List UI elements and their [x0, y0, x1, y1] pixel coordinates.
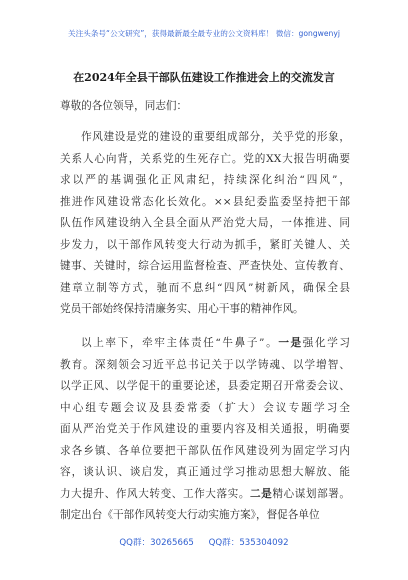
point-two-label: 二是 — [250, 487, 273, 500]
paragraph-2-intro: 以上率下，牵牢主体责任“牛鼻子”。 — [81, 337, 279, 349]
document-title: 在2024年全县干部队伍建设工作推进会上的交流发言 — [73, 71, 335, 84]
salutation: 尊敬的各位领导，同志们： — [60, 100, 188, 112]
paragraph-line: 求各乡镇、各单位要把干部队伍作风建设列为固定学习内 — [60, 444, 350, 457]
paragraph-line — [60, 484, 350, 506]
point-one-label: 一是 — [278, 337, 303, 349]
paragraph-line — [60, 333, 350, 355]
paragraph-line: 步发力，以干部作风转变大行动为抓手，紧盯关键人、关 — [60, 238, 350, 251]
paragraph-line: 以学正风、以学促干的重要论述，县委定期召开常委会议、 — [60, 380, 350, 392]
paragraph-line: 推进作风建设常态化长效化。××县纪委监委坚持把干部 — [60, 195, 350, 208]
footer-qq-groups — [0, 536, 408, 548]
point-one-start: 强化学习 — [302, 337, 350, 349]
paragraph-line: 关系人心向背，关系党的生死存亡。党的XX大报告明确要 — [60, 152, 350, 165]
paragraph-1 — [60, 127, 350, 321]
paragraph-line: 键事、关键时，综合运用监督检查、严查快处、宣传教育、 — [60, 260, 350, 272]
paragraph-line: 建章立制等方式，驰而不息纠“四风”树新风，确保全县 — [60, 281, 350, 294]
paragraph-line: 求以严的基调强化正风肃纪，持续深化纠治“四风”， — [60, 174, 350, 186]
paragraph-line: 队伍作风建设纳入全县全面从严治党大局，一体推进、同 — [60, 217, 350, 229]
qq-group-1[interactable]: QQ群：30265665 — [119, 538, 194, 548]
paragraph-line: 教育。深刻领会习近平总书记关于以学铸魂、以学增智、 — [60, 358, 350, 371]
paragraph-line: 中心组专题会议及县委常委（扩大）会议专题学习全 — [60, 401, 350, 414]
paragraph-line: 作风建设是党的建设的重要组成部分，关乎党的形象， — [81, 131, 350, 143]
paragraph-line: 制定出台《干部作风转变大行动实施方案》，督促各单位 — [60, 509, 320, 521]
point-two-text: 精心谋划部署。 — [272, 487, 350, 500]
paragraph-line: 面从严治党关于作风建设的重要内容及相关通报，明确要 — [60, 423, 350, 435]
paragraph-line: 党员干部始终保持清廉务实、用心干事的精神作风。 — [60, 303, 304, 315]
qq-group-2[interactable]: QQ群：535304092 — [208, 538, 289, 548]
paragraph-2-line-end: 力大提升、作风大转变、工作大落实。 — [60, 487, 250, 500]
header-banner[interactable]: 关注头条号“公文研究”，获得最新最全最专业的公文资料库！ 微信：gongwenyj — [68, 29, 340, 38]
paragraph-line: 容，谈认识、谈启发，真正通过学习推动思想大解放、能 — [60, 466, 350, 478]
paragraph-2 — [60, 333, 350, 527]
